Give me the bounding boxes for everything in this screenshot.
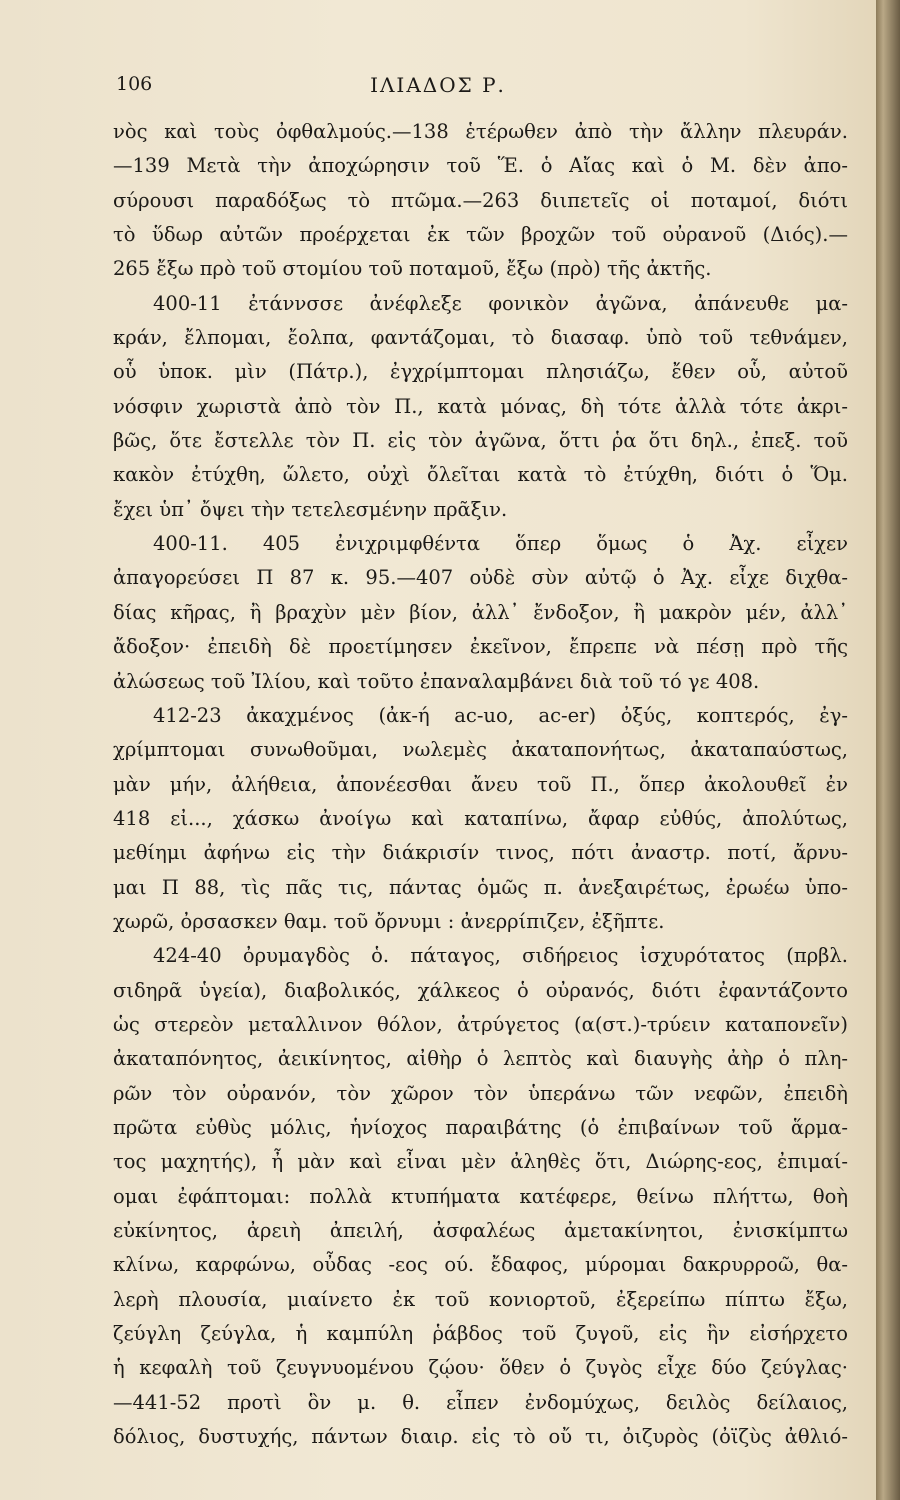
text-line: μὰν μήν, ἀλήθεια, ἀπονέεσθαι ἄνευ τοῦ Π., ὅπερ ἀκολουθεῖ ἐν	[113, 772, 848, 796]
text-line: μεθίημι ἀφήνω εἰς τὴν διάκρισίν τινος, πότι ἀναστρ. ποτί, ἄρνυ-	[113, 841, 848, 865]
text-line: κράν, ἔλπομαι, ἔολπα, φαντάζομαι, τὸ διασαφ. ὑπὸ τοῦ τεθνάμεν,	[113, 326, 848, 350]
running-title: ΙΛΙΑΔΟΣ Ρ.	[370, 73, 506, 97]
text-line: ἀπαγορεύσει Π 87 κ. 95.—407 οὐδὲ σὺν αὐτῷ ὁ Ἀχ. εἶχε διχθα-	[113, 566, 848, 590]
text-line: —139 Μετὰ τὴν ἀποχώρησιν τοῦ Ἕ. ὁ Αἴας καὶ ὁ Μ. δὲν ἀπο-	[113, 154, 848, 178]
text-line: 424-40 ὀρυμαγδὸς ὁ. πάταγος, σιδήρειος ἰσχυρότατος (πρβλ.	[153, 944, 848, 968]
text-line: ἀκαταπόνητος, ἀεικίνητος, αἰθὴρ ὁ λεπτὸς καὶ διαυγὴς ἀὴρ ὁ πλη-	[113, 1047, 848, 1071]
text-line: 265 ἔξω πρὸ τοῦ στομίου τοῦ ποταμοῦ, ἔξω (πρὸ) τῆς ἀκτῆς.	[113, 257, 712, 281]
text-line: νόσφιν χωριστὰ ἀπὸ τὸν Π., κατὰ μόνας, δὴ τότε ἀλλὰ τότε ἀκρι-	[113, 394, 848, 418]
text-line: ρῶν τὸν οὐρανόν, τὸν χῶρον τὸν ὑπεράνω τῶν νεφῶν, ἐπειδὴ	[113, 1081, 848, 1105]
text-line: χωρῶ, ὀρσασκεν θαμ. τοῦ ὄρνυμι : ἀνερρίπιζεν, ἐξῆπτε.	[113, 909, 665, 933]
text-line: ζεύγλη ζεύγλα, ἡ καμπύλη ῥάβδος τοῦ ζυγοῦ, εἰς ἣν εἰσήρχετο	[113, 1322, 848, 1346]
text-line: 418 εἰ..., χάσκω ἀνοίγω καὶ καταπίνω, ἄφαρ εὐθύς, ἀπολύτως,	[113, 806, 848, 830]
text-line: πρῶτα εὐθὺς μόλις, ἡνίοχος παραιβάτης (ὁ ἐπιβαίνων τοῦ ἅρμα-	[113, 1115, 848, 1139]
commentary-text	[113, 115, 848, 1454]
page-edge	[876, 0, 900, 1500]
text-line: 400-11 ἐτάννσσε ἀνέφλεξε φονικὸν ἀγῶνα, ἀπάνευθε μα-	[153, 291, 848, 315]
text-line: 400-11. 405 ἐνιχριμφθέντα ὅπερ ὅμως ὁ Ἀχ. εἶχεν	[153, 532, 848, 556]
text-line: ἔχει ὑπ᾿ ὄψει τὴν τετελεσμένην πρᾶξιν.	[113, 497, 508, 521]
text-line: τὸ ὕδωρ αὐτῶν προέρχεται ἐκ τῶν βροχῶν τοῦ οὐρανοῦ (Διός).—	[113, 223, 848, 247]
page-header	[0, 73, 876, 103]
text-line: μαι Π 88, τὶς πᾶς τις, πάντας ὁμῶς π. ἀνεξαιρέτως, ἐρωέω ὑπο-	[113, 875, 848, 899]
text-line: ἄδοξον· ἐπειδὴ δὲ προετίμησεν ἐκεῖνον, ἔπρεπε νὰ πέσῃ πρὸ τῆς	[113, 635, 848, 659]
text-line: σύρουσι παραδόξως τὸ πτῶμα.—263 διιπετεῖς οἱ ποταμοί, διότι	[113, 188, 848, 212]
text-line: εὐκίνητος, ἀρειὴ ἀπειλή, ἀσφαλέως ἀμετακίνητοι, ἐνισκίμπτω	[113, 1219, 848, 1242]
text-line: σιδηρᾶ ὑγεία), διαβολικός, χάλκεος ὁ οὐρανός, διότι ἐφαντάζοντο	[113, 978, 848, 1002]
text-line: οὗ ὑποκ. μὶν (Πάτρ.), ἐγχρίμπτομαι πλησιάζω, ἔθεν οὗ, αὐτοῦ	[113, 360, 848, 384]
text-line: χρίμπτομαι συνωθοῦμαι, νωλεμὲς ἀκαταπονήτως, ἀκαταπαύστως,	[113, 738, 848, 762]
text-line: δόλιος, δυστυχής, πάντων διαιρ. εἰς τὸ οὔ τι, ὀιζυρὸς (ὀϊζὺς ἀθλιό-	[113, 1425, 848, 1449]
text-line: νὸς καὶ τοὺς ὀφθαλμούς.—138 ἑτέρωθεν ἀπὸ τὴν ἄλλην πλευράν.	[113, 120, 848, 143]
text-line: ομαι ἐφάπτομαι: πολλὰ κτυπήματα κατέφερε, θείνω πλήττω, θοὴ	[113, 1184, 848, 1208]
page-number: 106	[116, 73, 153, 95]
text-line: —441-52 προτὶ ὃν μ. θ. εἶπεν ἐνδομύχως, δειλὸς δείλαιος,	[113, 1390, 848, 1414]
text-line: ὡς στερεὸν μεταλλινον θόλον, ἀτρύγετος (α(στ.)-τρύειν καταπονεῖν)	[113, 1012, 848, 1036]
text-line: βῶς, ὅτε ἔστελλε τὸν Π. εἰς τὸν ἀγῶνα, ὅττι ῥα ὅτι δηλ., ἐπεξ. τοῦ	[113, 429, 848, 453]
text-line: ἀλώσεως τοῦ Ἰλίου, καὶ τοῦτο ἐπαναλαμβάνει διὰ τοῦ τό γε 408.	[113, 669, 760, 693]
text-line: δίας κῆρας, ἢ βραχὺν μὲν βίον, ἀλλ᾿ ἔνδοξον, ἢ μακρὸν μέν, ἀλλ᾿	[113, 600, 848, 624]
text-line: κλίνω, καρφώνω, οὖδας -εος ού. ἔδαφος, μύρομαι δακρυρροῶ, θα-	[113, 1253, 848, 1277]
text-line: 412-23 ἀκαχμένος (ἀκ-ή ac-uo, ac-er) ὀξύς, κοπτερός, ἐγ-	[153, 703, 848, 727]
text-line: λερὴ πλουσία, μιαίνετο ἐκ τοῦ κονιορτοῦ, ἐξερείπω πίπτω ἔξω,	[113, 1287, 848, 1311]
text-line: ἡ κεφαλὴ τοῦ ζευγνυομένου ζῴου· ὅθεν ὁ ζυγὸς εἶχε δύο ζεύγλας·	[113, 1356, 848, 1380]
text-line: κακὸν ἐτύχθη, ὤλετο, οὐχὶ ὄλεῖται κατὰ τὸ ἐτύχθη, διότι ὁ Ὅμ.	[113, 463, 848, 487]
text-line: τος μαχητής), ἦ μὰν καὶ εἶναι μὲν ἀληθὲς ὅτι, Διώρης-εος, ἐπιμαί-	[113, 1150, 848, 1174]
